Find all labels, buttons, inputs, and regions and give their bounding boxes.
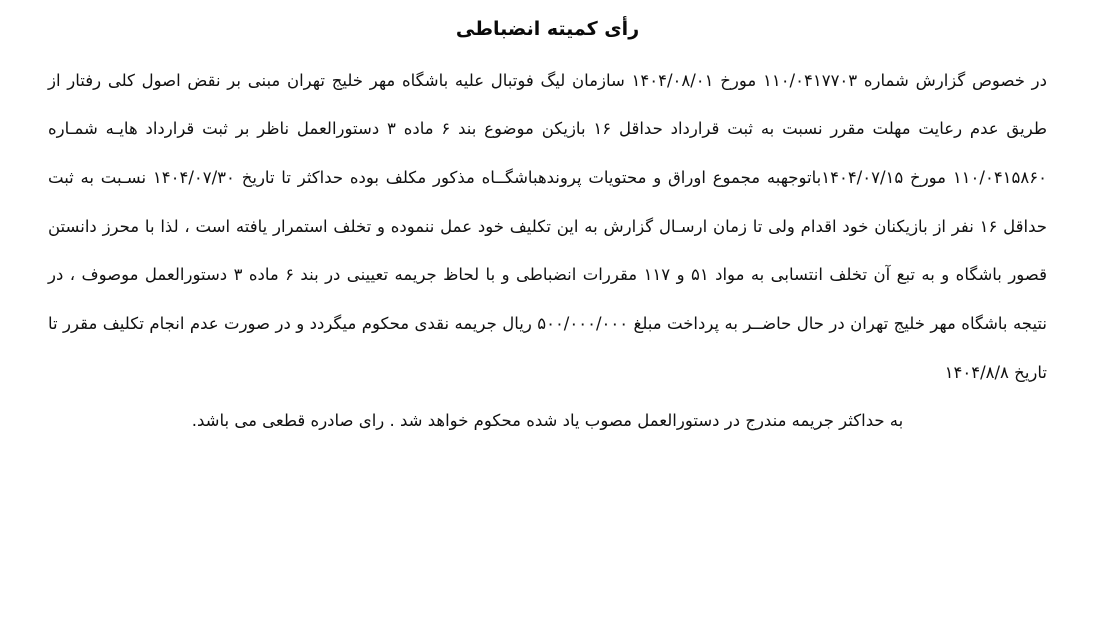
paragraph-2: به حداکثر جریمه مندرج در دستورالعمل مصوب یاد شده محکوم خواهد شد . رای صادره قطعی می باشد. [191,411,904,431]
document-body [48,57,1047,446]
page-title: رأی کمیته انضباطی [455,18,640,40]
paragraph-1: در خصوص گزارش شماره ۱۱۰/۰۴۱۷۷۰۳ مورخ ۱۴۰۴/۰۸/۰۱ سازمان لیگ فوتبال علیه باشگاه مهر خلیج تهران مبنی بر نقض اصول کلی رفتار از طریق عدم رعایت مهلت مقرر نسبت به ثبت قرارداد حداقل ۱۶ بازیکن موضوع بند ۶ ماده ۳ دستورالعمل ناظر بر ثبت قرارداد هایـه شمـاره ۱۱۰/۰۴۱۵۸۶۰ مورخ ۱۴۰۴/۰۷/۱۵باتوجهبه مجموع اوراق و محتویات پروندهباشگــاه مذکور مکلف بوده حداکثر تا تاریخ ۱۴۰۴/۰۷/۳۰ نسـبت به ثبت حداقل ۱۶ نفر از بازیکنان خود اقدام ولی تا زمان ارسـال گزارش به این تکلیف خود عمل ننموده و تخلف استمرار یافته است ، لذا با محرز دانستن قصور باشگاه و به تبع آن تخلف انتسابی به مواد ۵۱ و ۱۱۷ مقررات انضباطی و با لحاظ جریمه تعیینی در بند ۶ ماده ۳ دستورالعمل موصوف ، در نتیجه باشگاه مهر خلیج تهران در حال حاضــر به پرداخت مبلغ ۵۰۰/۰۰۰/۰۰۰ ریال جریمه نقدی محکوم میگردد و در صورت عدم انجام تکلیف مقرر تا تاریخ ۱۴۰۴/۸/۸ [48,70,1048,382]
